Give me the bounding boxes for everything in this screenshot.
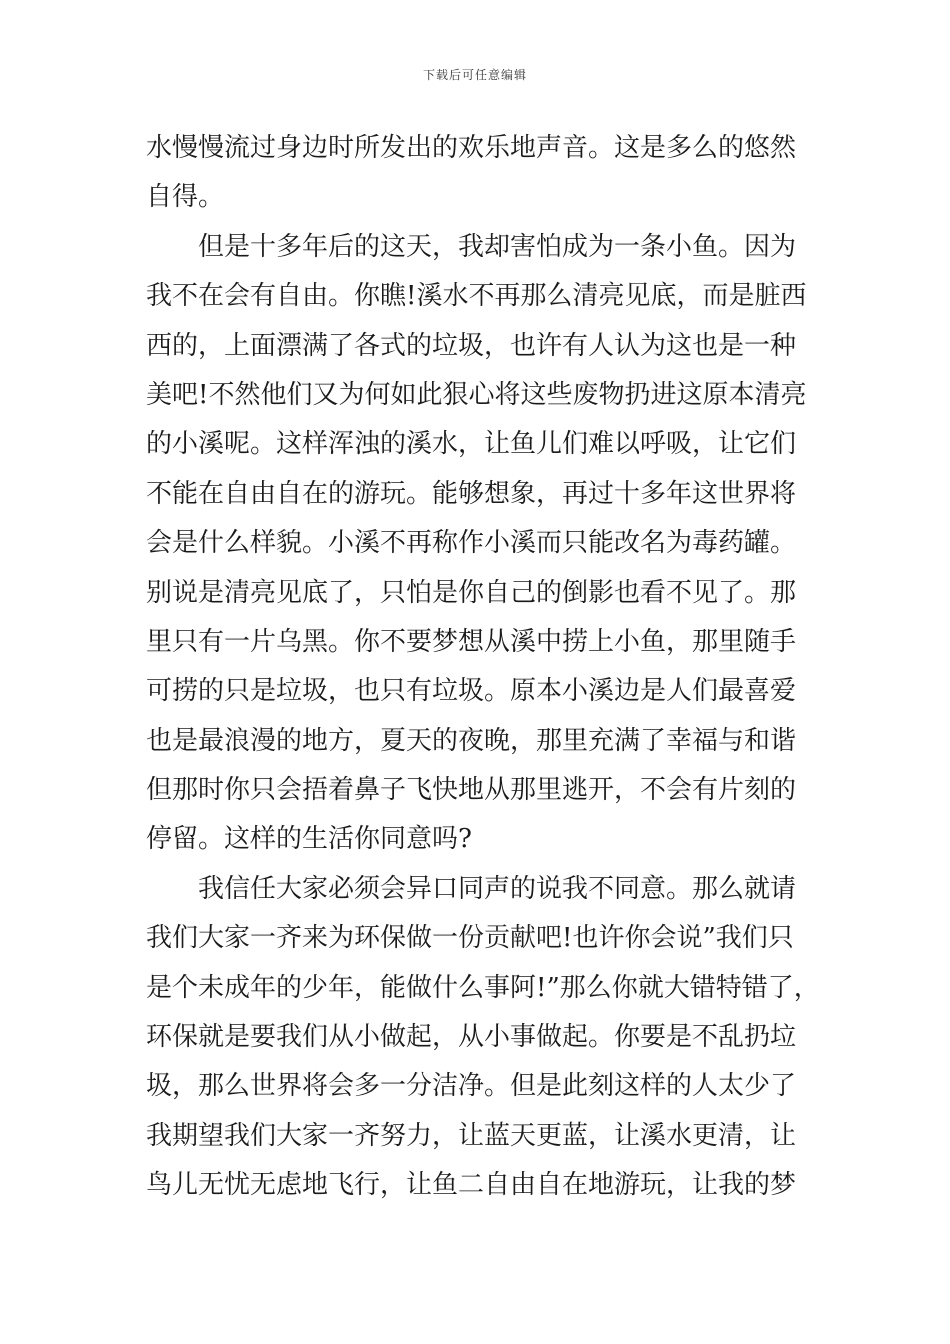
text-line: 不能在自由自在的游玩。能够想象，再过十多年这世界将 (146, 478, 797, 509)
text-line: 的小溪呢。这样浑浊的溪水，让鱼儿们难以呼吸，让它们 (146, 429, 797, 460)
text-line: 是个未成年的少年，能做什么事阿!”那么你就大错特错了， (146, 972, 820, 1003)
text-line: 里只有一片乌黑。你不要梦想从溪中捞上小鱼，那里随手 (146, 626, 797, 657)
text-line: 也是最浪漫的地方，夏天的夜晚，那里充满了幸福与和谐 (146, 725, 797, 756)
text-line: 水慢慢流过身边时所发出的欢乐地声音。这是多么的悠然 (146, 133, 797, 163)
text-line: 会是什么样貌。小溪不再称作小溪而只能改名为毒药罐。 (146, 528, 797, 559)
text-line: 环保就是要我们从小做起，从小事做起。你要是不乱扔垃 (146, 1022, 797, 1053)
text-line: 我们大家一齐来为环保做一份贡献吧!也许你会说”我们只 (146, 923, 794, 954)
text-line: 美吧!不然他们又为何如此狠心将这些废物扔进这原本清亮 (146, 379, 807, 410)
text-line: 停留。这样的生活你同意吗? (146, 824, 472, 855)
text-line: 但是十多年后的这天，我却害怕成为一条小鱼。因为 (198, 231, 797, 262)
text-line: 我期望我们大家一齐努力，让蓝天更蓝，让溪水更清，让 (146, 1120, 797, 1151)
text-line: 可捞的只是垃圾，也只有垃圾。原本小溪边是人们最喜爱 (146, 676, 797, 707)
text-line: 鸟儿无忧无虑地飞行，让鱼二自由自在地游玩，让我的梦 (146, 1170, 797, 1201)
text-line: 我不在会有自由。你瞧!溪水不再那么清亮见底，而是脏西 (146, 281, 807, 312)
document-body (146, 124, 820, 1211)
text-line: 圾，那么世界将会多一分洁净。但是此刻这样的人太少了 (146, 1071, 797, 1102)
text-line: 但那时你只会捂着鼻子飞快地从那里逃开，不会有片刻的 (146, 775, 797, 806)
page-header: 下载后可任意编辑 (422, 68, 527, 82)
text-line: 西的，上面漂满了各式的垃圾，也许有人认为这也是一种 (146, 330, 797, 361)
text-line: 我信任大家必须会异口同声的说我不同意。那么就请 (198, 873, 797, 904)
text-line: 别说是清亮见底了，只怕是你自己的倒影也看不见了。那 (146, 577, 797, 608)
text-line: 自得。 (146, 182, 225, 213)
